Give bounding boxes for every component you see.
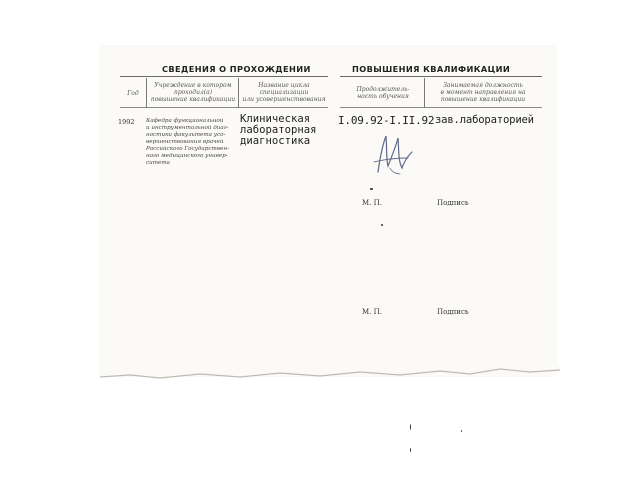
table-top-rule-right [340, 76, 542, 77]
entry-position: зав.лабораторией [435, 114, 534, 126]
col-divider-2 [238, 78, 239, 108]
signature-label-2: Подпись [437, 308, 469, 316]
scan-speck [370, 188, 373, 190]
col-divider-1 [146, 78, 147, 108]
scan-speck [410, 448, 411, 452]
section-title-right: ПОВЫШЕНИЯ КВАЛИФИКАЦИИ [352, 64, 511, 74]
stamp-place-2: М. П. [362, 308, 382, 316]
col-header-duration: Продолжитель- ность обучения [356, 86, 410, 100]
scan-speck [410, 424, 411, 430]
scan-speck [381, 224, 383, 226]
torn-edge [100, 366, 560, 380]
entry-institution: Кафедра функциональной и инструментальной диаг- ностики факультета усо- вершенствования врачей Российского Государствен- ного медицинского универ- ситета [146, 118, 229, 166]
col-header-year: Год [127, 90, 139, 97]
col-divider-3 [424, 78, 425, 108]
col-header-institution: Учреждение в котором проходил(а) повышение квалификации [150, 82, 236, 103]
signature-label-1: Подпись [437, 199, 469, 207]
entry-year: 1992 [118, 118, 135, 126]
table-header-rule-right [340, 107, 542, 108]
col-header-position: Занимаемая должность в момент направления на повышение квалификации [440, 82, 526, 103]
stamp-place-1: М. П. [362, 199, 382, 207]
table-header-rule-left [120, 107, 328, 108]
section-title-left: СВЕДЕНИЯ О ПРОХОЖДЕНИИ [162, 64, 311, 74]
entry-cycle: Клиническая лабораторная диагностика [240, 113, 317, 147]
handwritten-signature [368, 128, 416, 180]
table-top-rule-left [120, 76, 328, 77]
col-header-cycle: Название цикла специализации или усовершенствования [242, 82, 326, 103]
scan-speck [461, 430, 462, 432]
entry-duration: I.09.92-I.II.92 [338, 114, 435, 127]
